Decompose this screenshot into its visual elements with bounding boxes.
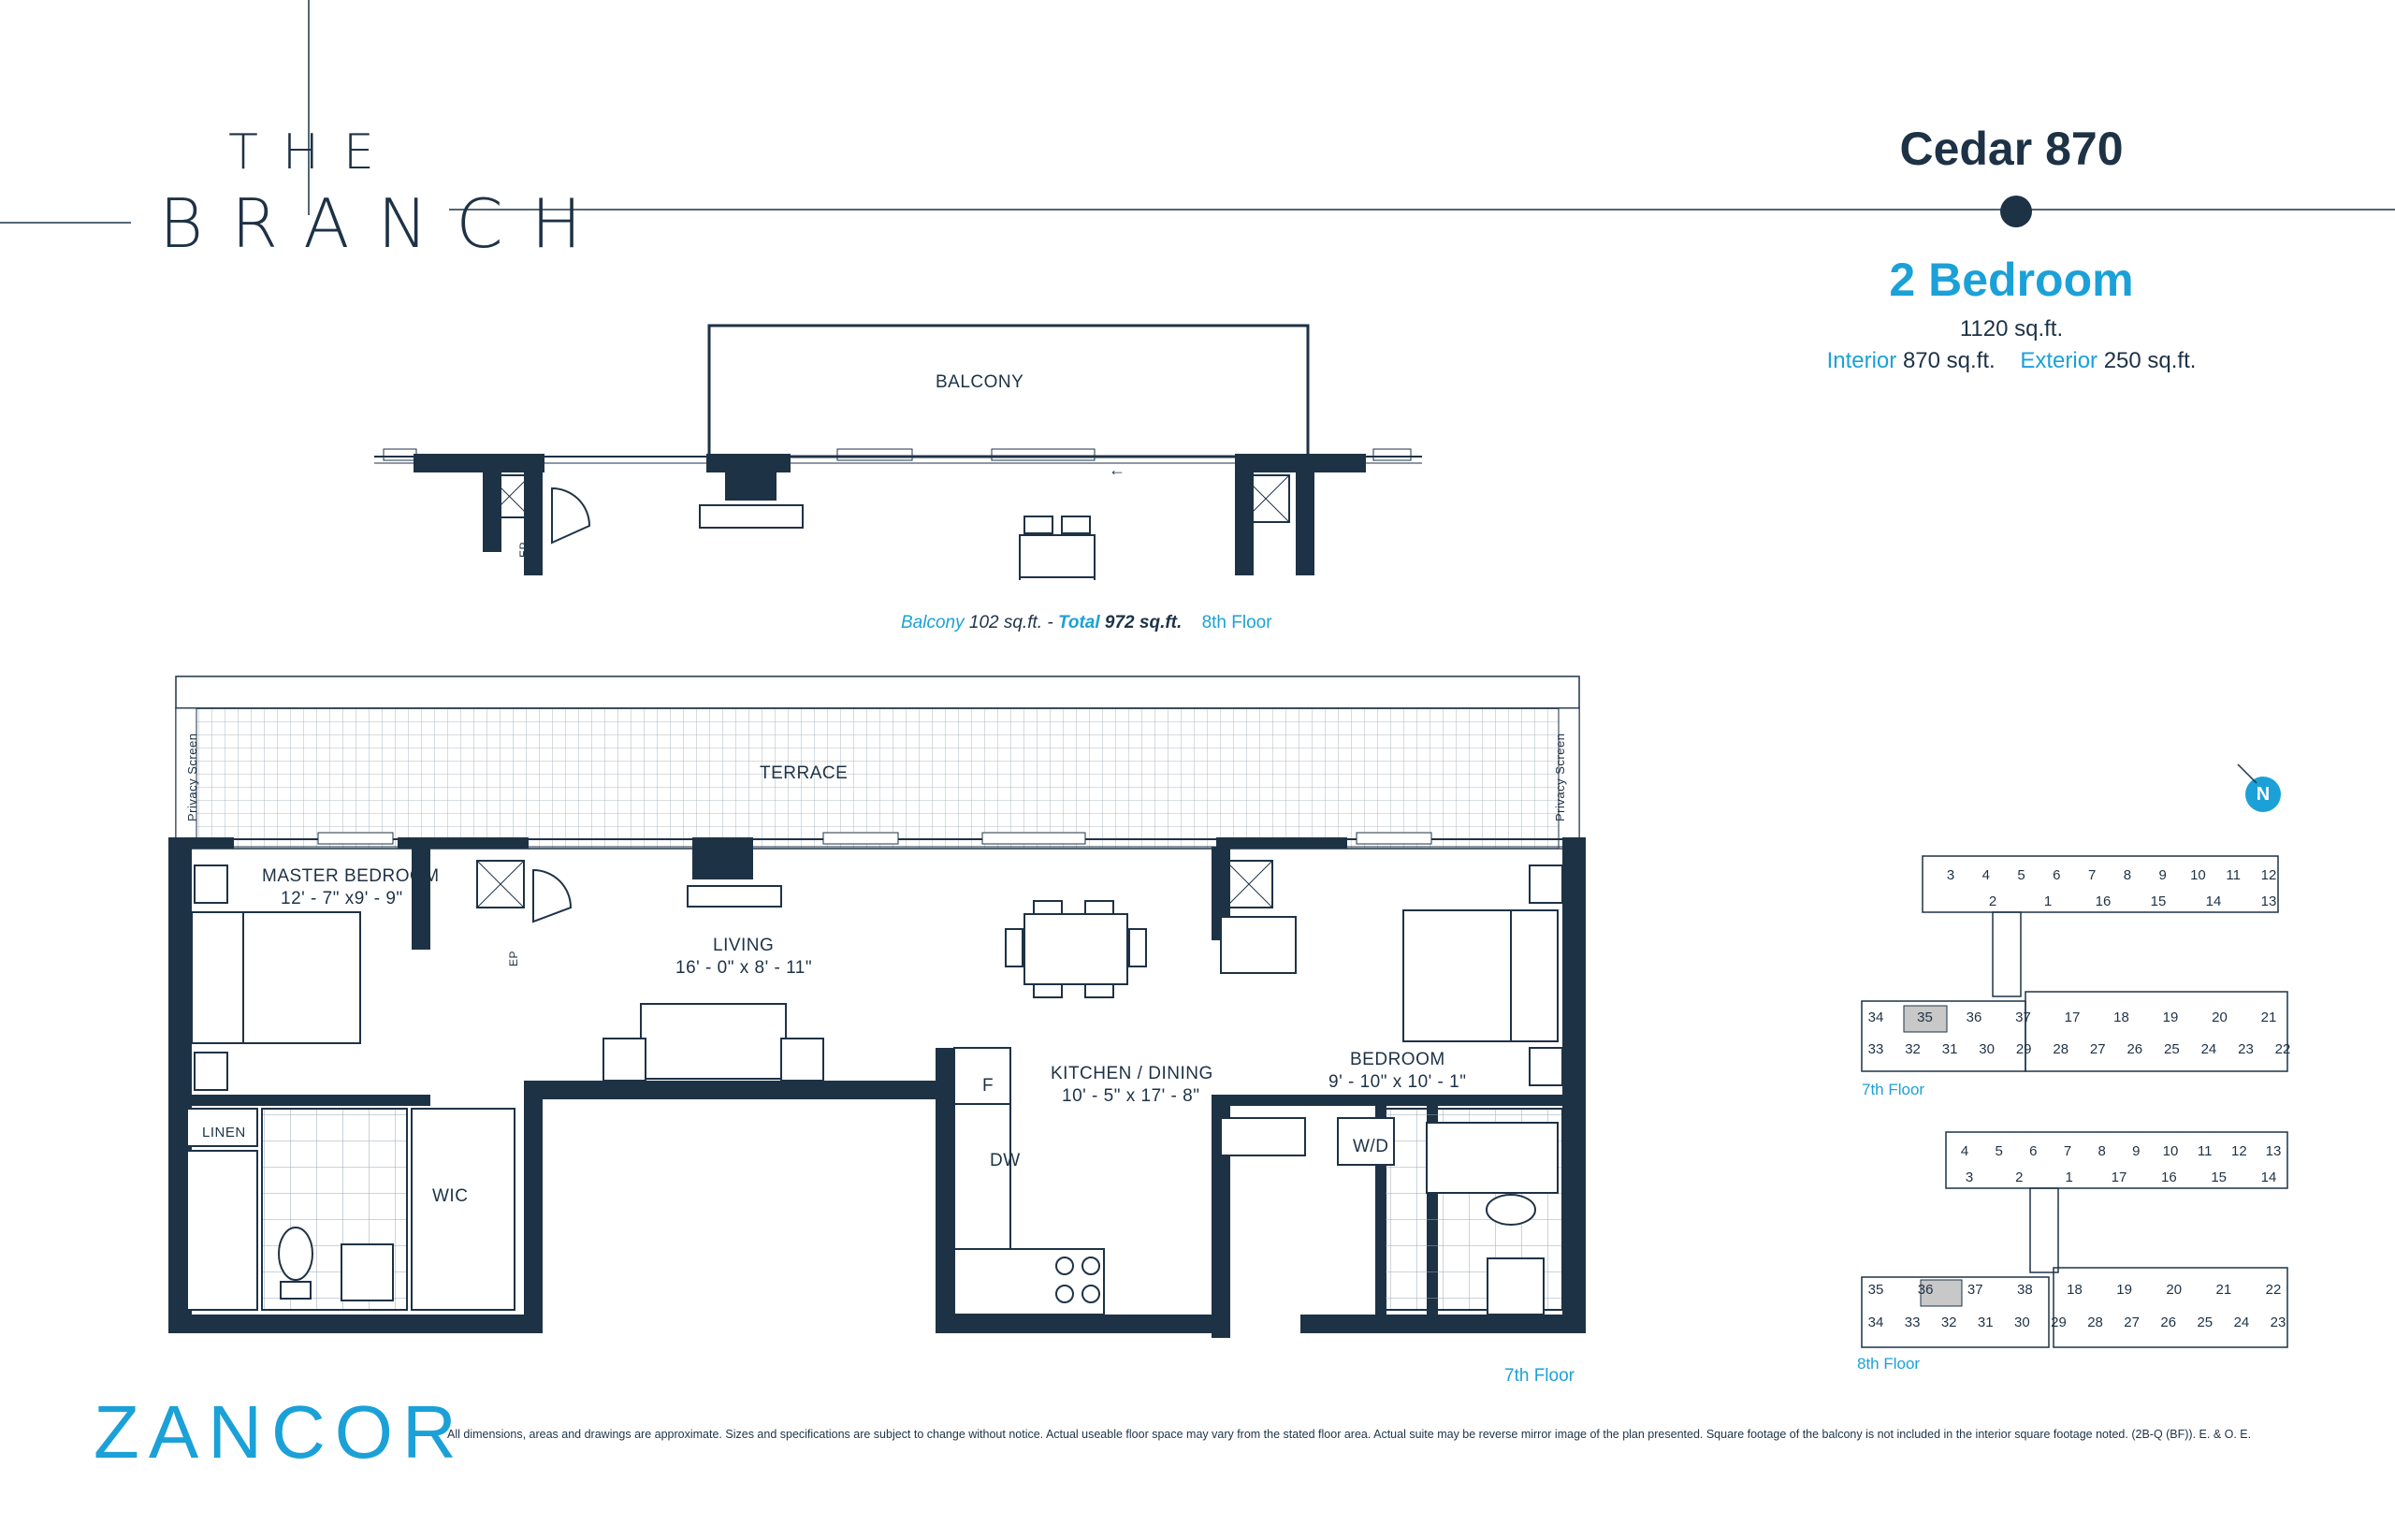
keyplan-unit-number: 32	[1905, 1041, 1921, 1057]
keyplan-unit-number: 22	[2274, 1041, 2291, 1057]
keyplan-unit-number: 28	[2053, 1041, 2069, 1057]
keyplan-unit-number: 36	[1966, 1010, 1982, 1025]
keyplan-unit-number: 7	[2063, 1143, 2072, 1159]
keyplan-unit-number: 33	[1867, 1041, 1884, 1057]
exterior-area: 250 sq.ft.	[2103, 348, 2197, 373]
caption-total-area: 972 sq.ft.	[1104, 613, 1183, 632]
header-dot	[2000, 196, 2032, 227]
keyplan-unit-number: 19	[2116, 1282, 2132, 1298]
bedroom-dims: 9' - 10" x 10' - 1"	[1328, 1072, 1467, 1092]
keyplan-unit-number: 37	[2015, 1010, 2031, 1025]
living-ep: EP	[507, 950, 520, 966]
fridge-label: F	[982, 1076, 994, 1096]
keyplan-unit-number: 20	[2212, 1010, 2228, 1025]
keyplan-unit-number: 9	[2132, 1143, 2141, 1159]
keyplan-unit-number: 27	[2124, 1315, 2140, 1330]
keyplan-unit-number: 16	[2160, 1170, 2177, 1185]
keyplan-unit-number: 14	[2205, 893, 2222, 909]
svg-text:←: ←	[1109, 460, 1125, 479]
dishwasher-label: DW	[990, 1151, 1021, 1170]
keyplan-unit-number: 20	[2166, 1282, 2183, 1298]
keyplan-unit-number: 21	[2215, 1282, 2232, 1298]
keyplan-unit-number: 21	[2260, 1010, 2277, 1025]
keyplan-unit-number: 18	[2113, 1010, 2129, 1025]
total-area: 1120 sq.ft.	[1959, 316, 2064, 341]
keyplan-8th-label: 8th Floor	[1857, 1355, 1921, 1373]
keyplan-unit-number: 13	[2265, 1143, 2282, 1159]
kitchen-label: KITCHEN / DINING	[1051, 1064, 1213, 1083]
keyplan-unit-number: 4	[1981, 867, 1990, 883]
keyplan-unit-number: 35	[1917, 1010, 1933, 1025]
main-floor-label: 7th Floor	[1504, 1366, 1575, 1386]
keyplan-unit-number: 2	[1988, 893, 1997, 909]
privacy-screen-right: Privacy Screen	[1553, 733, 1567, 821]
caption-total-label: Total	[1057, 613, 1100, 632]
keyplan-7th	[1857, 851, 2325, 1076]
keyplan-unit-number: 31	[1977, 1315, 1994, 1330]
keyplan-unit-number: 5	[2017, 867, 2025, 883]
keyplan-unit-number: 24	[2233, 1315, 2250, 1330]
keyplan-unit-number: 26	[2160, 1315, 2177, 1330]
area-breakdown	[1778, 348, 2245, 374]
keyplan-unit-number: 19	[2162, 1010, 2179, 1025]
keyplan-unit-number: 12	[2260, 867, 2277, 883]
keyplan-unit-number: 17	[2064, 1010, 2081, 1025]
keyplan-unit-number: 30	[2014, 1315, 2030, 1330]
keyplan-7th-label: 7th Floor	[1862, 1081, 1925, 1098]
keyplan-unit-number: 10	[2162, 1143, 2179, 1159]
caption-balcony-label: Balcony	[901, 613, 965, 632]
keyplan-unit-number: 28	[2087, 1315, 2103, 1330]
living-dims: 16' - 0" x 8' - 11"	[675, 958, 813, 978]
keyplan-unit-number: 5	[1995, 1143, 2003, 1159]
master-bedroom-label: MASTER BEDROOM	[262, 866, 440, 886]
privacy-screen-left: Privacy Screen	[185, 733, 199, 821]
keyplan-unit-number: 34	[1867, 1010, 1884, 1025]
keyplan-unit-number: 26	[2126, 1041, 2143, 1057]
bedroom-label: BEDROOM	[1350, 1050, 1445, 1069]
keyplan-unit-number: 3	[1946, 867, 1955, 883]
keyplan-unit-number: 35	[1867, 1282, 1884, 1298]
keyplan-unit-number: 1	[2065, 1170, 2073, 1185]
keyplan-unit-number: 11	[2226, 867, 2242, 883]
master-bedroom-dims: 12' - 7" x9' - 9"	[281, 889, 403, 908]
keyplan-unit-number: 10	[2190, 867, 2206, 883]
keyplan-unit-number: 38	[2017, 1282, 2033, 1298]
zancor-logo: ZANCOR	[94, 1390, 466, 1474]
keyplan-unit-number: 13	[2260, 893, 2277, 909]
keyplan-unit-number: 25	[2164, 1041, 2180, 1057]
disclaimer: All dimensions, areas and drawings are approximate. Sizes and specifications are subject to change without notice. Actual useable floor space may vary from the stated floor area. Actual suite may be reverse mirror image of the plan presented. Square footage of the balcony is not included in the interior square footage noted. (2B-Q (BF)). E. & O. E.	[447, 1428, 2252, 1441]
balcony-ep: EP	[517, 541, 530, 558]
keyplan-unit-number: 16	[2095, 893, 2112, 909]
keyplan-unit-number: 7	[2087, 867, 2097, 883]
north-arrow-line	[2236, 763, 2264, 791]
main-floor-plan	[159, 669, 1600, 1343]
keyplan-unit-number: 6	[2053, 867, 2061, 883]
keyplan-unit-number: 24	[2200, 1041, 2217, 1057]
keyplan-unit-number: 23	[2270, 1315, 2286, 1330]
keyplan-unit-number: 8	[2123, 867, 2132, 883]
balcony-caption	[901, 613, 1272, 633]
unit-name: Cedar 870	[1899, 123, 2124, 175]
keyplan-unit-number: 6	[2029, 1143, 2038, 1159]
unit-type: 2 Bedroom	[1889, 254, 2134, 306]
keyplan-unit-number: 9	[2158, 867, 2167, 883]
keyplan-unit-number: 18	[2067, 1282, 2083, 1298]
keyplan-unit-number: 15	[2211, 1170, 2228, 1185]
keyplan-unit-number: 23	[2238, 1041, 2254, 1057]
keyplan-8th	[1857, 1127, 2325, 1352]
keyplan-unit-number: 33	[1904, 1315, 1921, 1330]
kitchen-dims: 10' - 5" x 17' - 8"	[1062, 1086, 1200, 1106]
keyplan-unit-number: 31	[1941, 1041, 1958, 1057]
the-branch-logo: THE BRANCH	[159, 124, 610, 263]
keyplan-unit-number: 25	[2197, 1315, 2214, 1330]
keyplan-unit-number: 1	[2043, 893, 2053, 909]
linen-label: LINEN	[202, 1125, 246, 1140]
keyplan-unit-number: 29	[2015, 1041, 2032, 1057]
keyplan-unit-number: 11	[2197, 1143, 2213, 1159]
terrace-label: TERRACE	[760, 763, 849, 783]
balcony-floor: 8th Floor	[1201, 613, 1272, 632]
living-label: LIVING	[713, 936, 775, 955]
keyplan-unit-number: 32	[1940, 1315, 1957, 1330]
keyplan-unit-number: 3	[1965, 1170, 1974, 1185]
caption-balcony-area: 102 sq.ft. -	[968, 613, 1053, 632]
balcony-label: BALCONY	[936, 372, 1024, 392]
keyplan-unit-number: 36	[1917, 1282, 1934, 1298]
interior-area: 870 sq.ft.	[1902, 348, 1996, 373]
balcony-plan	[374, 318, 1422, 589]
north-arrow: N	[2245, 777, 2281, 812]
keyplan-unit-number: 14	[2260, 1170, 2277, 1185]
keyplan-unit-number: 17	[2111, 1170, 2127, 1185]
keyplan-unit-number: 2	[2015, 1170, 2024, 1185]
wic-label: WIC	[432, 1186, 469, 1206]
washer-dryer-label: W/D	[1353, 1137, 1389, 1156]
keyplan-unit-number: 29	[2051, 1315, 2067, 1330]
keyplan-unit-number: 15	[2150, 893, 2167, 909]
keyplan-unit-number: 4	[1960, 1143, 1969, 1159]
keyplan-unit-number: 12	[2230, 1143, 2247, 1159]
keyplan-unit-number: 30	[1979, 1041, 1995, 1057]
keyplan-unit-number: 27	[2089, 1041, 2106, 1057]
keyplan-unit-number: 8	[2097, 1143, 2106, 1159]
keyplan-unit-number: 22	[2265, 1282, 2282, 1298]
keyplan-unit-number: 34	[1867, 1315, 1884, 1330]
interior-label: Interior	[1826, 348, 1897, 373]
keyplan-unit-number: 37	[1967, 1282, 1983, 1298]
exterior-label: Exterior	[2020, 348, 2098, 373]
